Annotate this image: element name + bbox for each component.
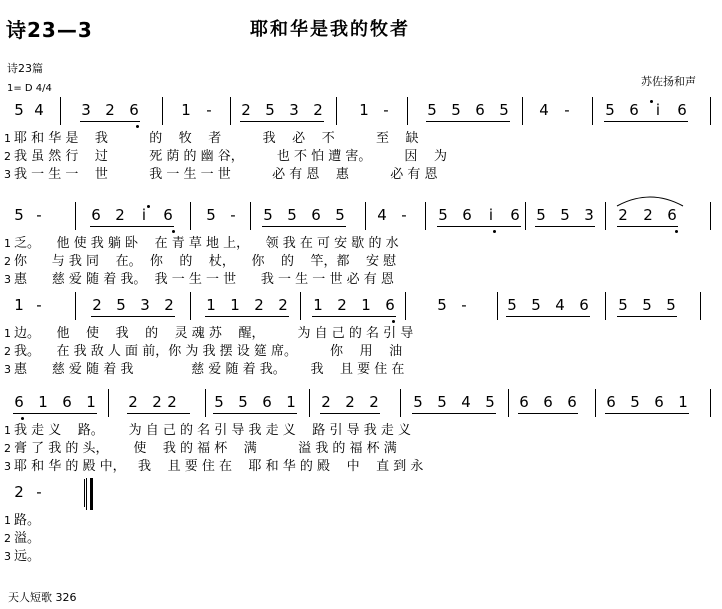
barline [190, 202, 191, 230]
lyric-line: 远。 [14, 549, 41, 564]
note: 4 [539, 101, 549, 119]
barline [405, 292, 406, 320]
verse-number: 1 [4, 132, 11, 145]
note: 6 [579, 296, 589, 314]
note: 2 [313, 101, 323, 119]
beam-underline [13, 413, 97, 414]
note: 5 [536, 206, 546, 224]
verse-number: 3 [4, 363, 11, 376]
note: - [383, 101, 389, 119]
note: 2 [167, 393, 177, 411]
beam-underline [535, 226, 595, 227]
note: 5 [206, 206, 216, 224]
barline [592, 97, 593, 125]
note: 6 [262, 393, 272, 411]
note: 1 [361, 296, 371, 314]
octave-dot-low [493, 230, 496, 233]
lyric-line: 我 走 义 路。 为 自 己 的 名 引 导 我 走 义 路 引 导 我 走 义 [14, 423, 411, 438]
note: 2 [115, 206, 125, 224]
lyric-line: 惠 慈 爱 随 着 我 慈 爱 随 着 我。 我 且 要 住 在 [14, 362, 405, 377]
note: - [36, 296, 42, 314]
note: 1 [14, 296, 24, 314]
beam-underline [90, 226, 174, 227]
barline [425, 202, 426, 230]
beam-underline [80, 121, 140, 122]
note: 5 [666, 296, 676, 314]
note: 2 [152, 393, 162, 411]
note: 2 [254, 296, 264, 314]
barline [525, 202, 526, 230]
note: 1 [678, 393, 688, 411]
verse-number: 1 [4, 237, 11, 250]
note: 6 [62, 393, 72, 411]
barline [710, 389, 711, 417]
barline [205, 389, 206, 417]
final-barline-thin [86, 478, 87, 510]
lyric-line: 边。 他 使 我 的 灵 魂 苏 醒， 为 自 己 的 名 引 导 [14, 326, 414, 341]
beam-underline [604, 121, 688, 122]
page-title: 耶和华是我的牧者 [250, 19, 410, 40]
note: 6 [654, 393, 664, 411]
barline [336, 97, 337, 125]
note: 4 [34, 101, 44, 119]
beam-underline [320, 413, 380, 414]
note: - [36, 483, 42, 501]
verse-number: 2 [4, 255, 11, 268]
beam-underline [312, 316, 396, 317]
barline [230, 97, 231, 125]
note: 5 [263, 206, 273, 224]
octave-dot-high [147, 205, 150, 208]
beam-underline [240, 121, 324, 122]
octave-dot-low [675, 230, 678, 233]
barline [162, 97, 163, 125]
barline [190, 292, 191, 320]
note: 6 [129, 101, 139, 119]
note: 6 [567, 393, 577, 411]
note: 2 [337, 296, 347, 314]
note: 6 [14, 393, 24, 411]
final-barline-thick [90, 478, 93, 510]
note: 1 [359, 101, 369, 119]
note: 1 [86, 393, 96, 411]
verse-number: 1 [4, 424, 11, 437]
verse-number: 1 [4, 514, 11, 527]
verse-number: 2 [4, 150, 11, 163]
note: i [141, 206, 147, 224]
note: 2 [241, 101, 251, 119]
note: 1 [230, 296, 240, 314]
barline [75, 202, 76, 230]
note: 2 [321, 393, 331, 411]
note: 2 [164, 296, 174, 314]
lyric-line: 我 虽 然 行 过 死 荫 的 幽 谷， 也 不 怕 遭 害。 因 为 [14, 149, 447, 164]
verse-number: 3 [4, 550, 11, 563]
note: 6 [475, 101, 485, 119]
note: 1 [313, 296, 323, 314]
lyric-line: 耶 和 华 的 殿 中， 我 且 要 住 在 耶 和 华 的 殿 中 直 到 永 [14, 459, 424, 474]
note: 6 [667, 206, 677, 224]
hymn-number: 诗23—3 [6, 18, 93, 42]
note: 6 [163, 206, 173, 224]
barline [605, 292, 606, 320]
note: - [564, 101, 570, 119]
beam-underline [617, 226, 678, 227]
verse-number: 3 [4, 460, 11, 473]
barline [710, 97, 711, 125]
barline [522, 97, 523, 125]
lyric-line: 耶 和 华 是 我 的 牧 者 我 必 不 至 缺 [14, 131, 419, 146]
barline [75, 292, 76, 320]
note: 2 [345, 393, 355, 411]
slur [615, 192, 685, 208]
verse-number: 2 [4, 345, 11, 358]
note: - [230, 206, 236, 224]
note: 6 [311, 206, 321, 224]
note: 5 [531, 296, 541, 314]
note: i [488, 206, 494, 224]
beam-underline [605, 413, 689, 414]
note: - [461, 296, 467, 314]
beam-underline [437, 226, 521, 227]
lyric-line: 溢。 [14, 531, 41, 546]
note: 5 [413, 393, 423, 411]
note: 6 [91, 206, 101, 224]
beam-underline [127, 413, 190, 414]
lyric-line: 乏。 他 使 我 躺 卧 在 青 草 地 上， 领 我 在 可 安 歇 的 水 [14, 236, 399, 251]
note: 5 [618, 296, 628, 314]
note: 5 [438, 206, 448, 224]
barline [497, 292, 498, 320]
note: 5 [238, 393, 248, 411]
note: 1 [206, 296, 216, 314]
note: 5 [499, 101, 509, 119]
barline [60, 97, 61, 125]
barline [700, 292, 701, 320]
note: 6 [510, 206, 520, 224]
note: 5 [507, 296, 517, 314]
barline [84, 479, 85, 507]
beam-underline [91, 316, 175, 317]
verse-number: 2 [4, 442, 11, 455]
scripture-source: 诗23篇 [7, 62, 43, 75]
note: 6 [385, 296, 395, 314]
note: - [36, 206, 42, 224]
beam-underline [506, 316, 590, 317]
beam-underline [412, 413, 496, 414]
note: 5 [335, 206, 345, 224]
note: 3 [140, 296, 150, 314]
note: 6 [519, 393, 529, 411]
note: - [401, 206, 407, 224]
lyric-line: 我。 在 我 敌 人 面 前，你 为 我 摆 设 筵 席。 你 用 油 [14, 344, 403, 359]
beam-underline [213, 413, 297, 414]
verse-number: 1 [4, 327, 11, 340]
note: 4 [461, 393, 471, 411]
barline [710, 202, 711, 230]
note: 1 [181, 101, 191, 119]
note: 5 [642, 296, 652, 314]
barline [595, 389, 596, 417]
note: 2 [278, 296, 288, 314]
note: 6 [462, 206, 472, 224]
note: 2 [618, 206, 628, 224]
note: 6 [677, 101, 687, 119]
barline [108, 389, 109, 417]
beam-underline [518, 413, 578, 414]
note: 5 [605, 101, 615, 119]
beam-underline [262, 226, 346, 227]
note: 5 [287, 206, 297, 224]
note: 6 [543, 393, 553, 411]
note: - [206, 101, 212, 119]
note: 5 [116, 296, 126, 314]
note: 2 [14, 483, 24, 501]
barline [400, 389, 401, 417]
slur-curve [617, 197, 683, 206]
note: 5 [427, 101, 437, 119]
octave-dot-low [392, 320, 395, 323]
note: 5 [265, 101, 275, 119]
note: 6 [629, 101, 639, 119]
barline [508, 389, 509, 417]
note: 1 [286, 393, 296, 411]
hymnal-reference: 天人短歌 326 [8, 591, 77, 604]
note: 5 [560, 206, 570, 224]
beam-underline [426, 121, 510, 122]
barline [365, 202, 366, 230]
verse-number: 3 [4, 168, 11, 181]
note: 6 [606, 393, 616, 411]
barline [407, 97, 408, 125]
lyric-line: 路。 [14, 513, 41, 528]
verse-number: 2 [4, 532, 11, 545]
note: 2 [105, 101, 115, 119]
note: 4 [555, 296, 565, 314]
note: 5 [14, 101, 24, 119]
note: 2 [643, 206, 653, 224]
key-signature: 1= D 4/4 [7, 83, 52, 94]
note: 2 [92, 296, 102, 314]
note: 5 [14, 206, 24, 224]
beam-underline [617, 316, 677, 317]
note: 3 [289, 101, 299, 119]
lyric-line: 你 与 我 同 在。 你 的 杖， 你 的 竿，都 安 慰 [14, 254, 397, 269]
octave-dot-low [21, 417, 24, 420]
note: 3 [81, 101, 91, 119]
note: 2 [369, 393, 379, 411]
verse-number: 3 [4, 273, 11, 286]
note: 5 [437, 393, 447, 411]
note: 2 [128, 393, 138, 411]
beam-underline [205, 316, 289, 317]
note: 4 [377, 206, 387, 224]
octave-dot-low [172, 230, 175, 233]
lyric-line: 我 一 生 一 世 我 一 生 一 世 必 有 恩 惠 必 有 恩 [14, 167, 438, 182]
note: 5 [485, 393, 495, 411]
lyric-line: 膏 了 我 的 头， 使 我 的 福 杯 满 溢 我 的 福 杯 满 [14, 441, 397, 456]
lyric-line: 惠 慈 爱 随 着 我。 我 一 生 一 世 我 一 生 一 世 必 有 恩 [14, 272, 394, 287]
octave-dot-high [650, 100, 653, 103]
note: 3 [584, 206, 594, 224]
barline [300, 292, 301, 320]
note: i [655, 101, 661, 119]
octave-dot-low [136, 125, 139, 128]
note: 5 [214, 393, 224, 411]
note: 5 [630, 393, 640, 411]
note: 5 [451, 101, 461, 119]
note: 5 [437, 296, 447, 314]
barline [605, 202, 606, 230]
barline [309, 389, 310, 417]
barline [250, 202, 251, 230]
note: 1 [38, 393, 48, 411]
composer-credit: 苏佐扬和声 [641, 75, 696, 88]
